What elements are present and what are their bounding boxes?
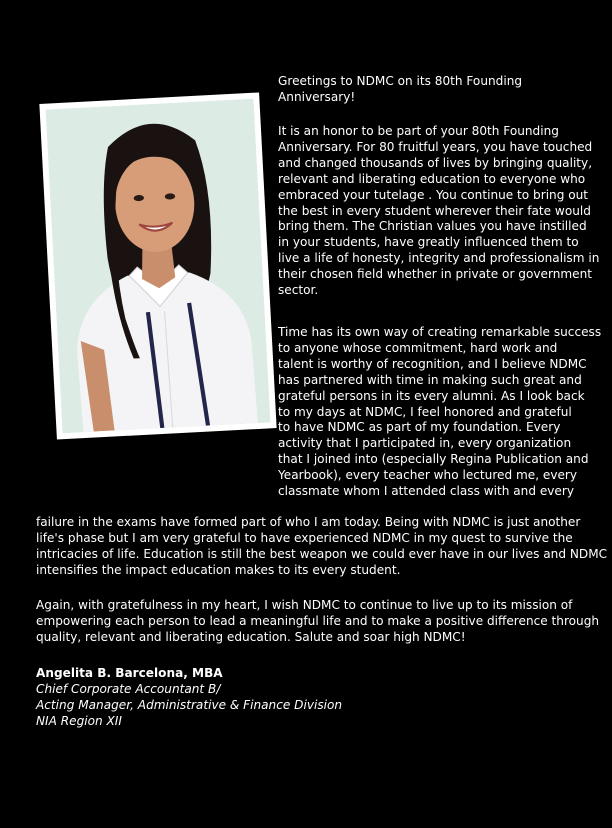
paragraph-1 bbox=[278, 124, 600, 299]
paragraph-line: failure in the exams have formed part of who I am today. Being with NDMC is just another bbox=[36, 515, 581, 529]
paragraph-line: bring them. The Christian values you have instilled bbox=[278, 219, 587, 234]
paragraph-line: relevant and liberating education to everyone who bbox=[278, 171, 586, 186]
paragraph-line: to have NDMC as part of my foundation. Every bbox=[278, 420, 561, 435]
paragraph-line: grateful persons in its every alumni. As I look back bbox=[278, 388, 585, 403]
paragraph-line: the best in every student wherever their fate would bbox=[278, 203, 591, 218]
signatory-title: Acting Manager, Administrative & Finance Division bbox=[36, 697, 343, 712]
paragraph-line: intensifies the impact education makes to its every student. bbox=[36, 562, 401, 577]
paragraph-line: talent is worthy of recognition, and I believe NDMC bbox=[278, 356, 587, 371]
greeting-line: Anniversary! bbox=[278, 89, 356, 104]
portrait-illustration bbox=[46, 99, 271, 433]
greeting-line: Greetings to NDMC on its 80th Founding bbox=[278, 74, 523, 88]
paragraph-line: intricacies of life. Education is still the best weapon we could ever have in our lives and NDMC bbox=[36, 546, 608, 561]
paragraph-line: to anyone whose commitment, hard work and bbox=[278, 340, 558, 355]
paragraph-line: and changed thousands of lives by bringing quality, bbox=[278, 155, 593, 170]
paragraph-line: has partnered with time in making such great and bbox=[278, 372, 582, 387]
paragraph-line: Again, with gratefulness in my heart, I wish NDMC to continue to live up to its mission of bbox=[36, 598, 573, 612]
paragraph-line: It is an honor to be part of your 80th Founding bbox=[278, 124, 559, 138]
paragraph-line: activity that I participated in, every organization bbox=[278, 436, 572, 451]
paragraph-line: in your students, have greatly influenced them to bbox=[278, 235, 579, 250]
paragraph-line: sector. bbox=[278, 283, 319, 298]
signatory-name: Angelita B. Barcelona, MBA bbox=[36, 666, 223, 680]
paragraph-3 bbox=[36, 598, 600, 646]
signatory-office: NIA Region XII bbox=[36, 713, 122, 728]
paragraph-line: embraced your tutelage . You continue to bring out bbox=[278, 187, 589, 202]
signatory-title: Chief Corporate Accountant B/ bbox=[36, 681, 221, 696]
paragraph-line: that I joined into (especially Regina Publication and bbox=[278, 452, 589, 467]
portrait-photo bbox=[39, 92, 276, 439]
signature-block bbox=[36, 666, 588, 730]
greeting bbox=[278, 74, 586, 106]
paragraph-line: live a life of honesty, integrity and professionalism in bbox=[278, 251, 600, 266]
paragraph-line: classmate whom I attended class with and every bbox=[278, 484, 575, 499]
paragraph-line: Time has its own way of creating remarkable success bbox=[278, 325, 602, 339]
paragraph-line: empowering each person to lead a meaningful life and to make a positive difference through bbox=[36, 613, 600, 628]
paragraph-line: quality, relevant and liberating education. Salute and soar high NDMC! bbox=[36, 629, 466, 644]
paragraph-2-right bbox=[278, 325, 602, 500]
portrait-image bbox=[46, 99, 271, 433]
paragraph-line: to my days at NDMC, I feel honored and grateful bbox=[278, 404, 572, 419]
paragraph-2-full bbox=[36, 515, 608, 579]
paragraph-line: their chosen field whether in private or government bbox=[278, 267, 593, 282]
paragraph-line: Anniversary. For 80 fruitful years, you have touched bbox=[278, 139, 593, 154]
paragraph-line: Yearbook), every teacher who lectured me, every bbox=[278, 468, 578, 483]
paragraph-line: life's phase but I am very grateful to have experienced NDMC in my quest to survive the bbox=[36, 530, 573, 545]
